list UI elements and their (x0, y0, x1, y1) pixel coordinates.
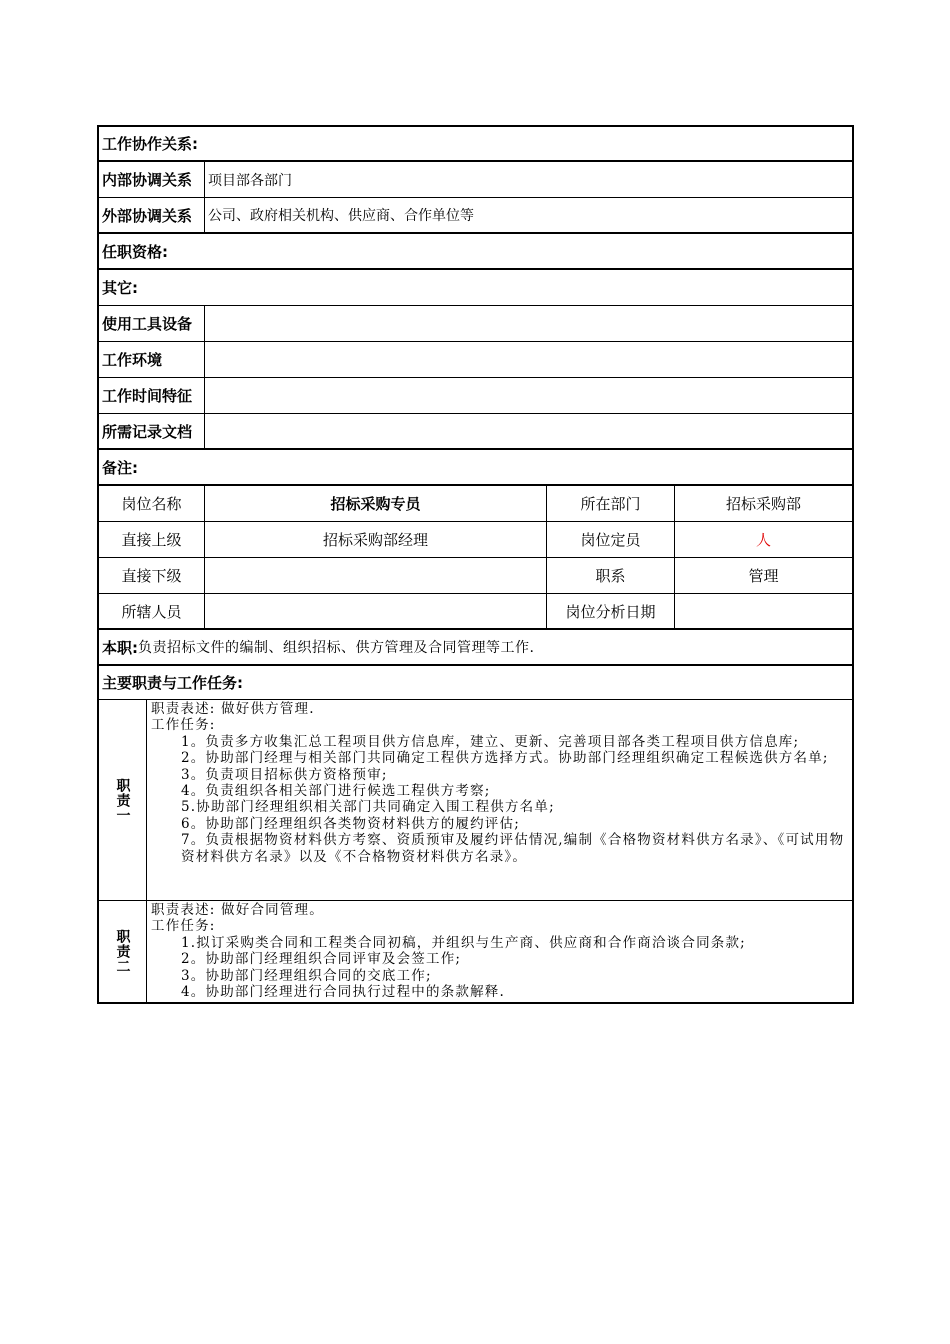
duty-1-task: 5.协助部门经理组织相关部门共同确定入围工程供方名单; (181, 799, 555, 816)
time-value (205, 378, 208, 413)
external-row (99, 198, 852, 234)
records-row (99, 414, 852, 450)
duty-1-task: 4。负责组织各相关部门进行候选工程供方考察; (181, 783, 491, 800)
main-duties-title-row (99, 666, 852, 700)
subordinate-label: 直接下级 (99, 558, 205, 593)
external-value: 公司、政府相关机构、供应商、合作单位等 (208, 208, 474, 224)
env-value (205, 342, 208, 377)
duty-1-label-cell (99, 700, 147, 900)
duty-1-task: 1。负责多方收集汇总工程项目供方信息库，建立、更新、完善项目部各类工程项目供方信息库; (181, 733, 800, 750)
duty-2-task: 3。协助部门经理组织合同的交底工作; (181, 967, 432, 984)
duty-block-2 (99, 901, 852, 1002)
env-label: 工作环境 (99, 342, 205, 377)
remarks-row (99, 450, 852, 486)
env-row (99, 342, 852, 378)
subordinate-value (205, 558, 547, 593)
quota-label: 岗位定员 (547, 522, 675, 557)
time-row (99, 378, 852, 414)
qualification-row (99, 234, 852, 270)
job-description-table (97, 125, 854, 1004)
records-label: 所需记录文档 (99, 414, 205, 448)
duty-1-task: 6。协助部门经理组织各类物资材料供方的履约评估; (181, 815, 520, 832)
staff-label: 所辖人员 (99, 594, 205, 628)
main-duties-title: 主要职责与工作任务: (102, 674, 243, 692)
qualification-heading: 任职资格: (102, 242, 168, 261)
duty-1-task: 3。负责项目招标供方资格预审; (181, 766, 388, 783)
rank-value: 管理 (748, 567, 779, 585)
cooperation-heading: 工作协作关系: (102, 135, 198, 153)
tools-row (99, 306, 852, 342)
position-row-4 (99, 594, 852, 630)
cooperation-row (99, 127, 852, 162)
duty-2-statement: 职责表述: 做好合同管理。 (151, 902, 324, 918)
duty-main-text: 负责招标文件的编制、组织招标、供方管理及合同管理等工作. (138, 640, 535, 656)
position-name-label: 岗位名称 (99, 486, 205, 521)
duty-2-task: 4。协助部门经理进行合同执行过程中的条款解释. (181, 984, 505, 1001)
superior-value: 招标采购部经理 (205, 522, 547, 557)
duty-block-1 (99, 700, 852, 901)
duty-1-task: 7。负责根据物资材料供方考察、资质预审及履约评估情况,编制《合格物资材料供方名录》、《可试用物资材料供方名录》以及《不合格物资材料供方名录》。 (181, 832, 845, 865)
quota-value: 人 (755, 531, 771, 549)
tools-label: 使用工具设备 (99, 306, 205, 341)
superior-label: 直接上级 (99, 522, 205, 557)
duty-2-task: 1.拟订采购类合同和工程类合同初稿，并组织与生产商、供应商和合作商洽谈合同条款; (181, 934, 746, 951)
duty-2-label-cell (99, 901, 147, 1002)
analysis-date-value (675, 594, 852, 628)
time-label: 工作时间特征 (99, 378, 205, 413)
analysis-date-label: 岗位分析日期 (547, 594, 675, 628)
internal-row (99, 162, 852, 198)
records-value (205, 414, 208, 448)
rank-label: 职系 (547, 558, 675, 593)
department-value: 招标采购部 (725, 495, 801, 513)
position-row-2 (99, 522, 852, 558)
duty-main-row (99, 630, 852, 666)
duty-1-content (147, 700, 852, 900)
internal-value: 项目部各部门 (208, 172, 292, 189)
staff-value (205, 594, 547, 628)
duty-main-label: 本职: (102, 638, 138, 657)
remarks-heading: 备注: (102, 458, 138, 477)
duty-2-label: 职责二 (114, 929, 131, 974)
duty-1-tasks-label: 工作任务: (151, 717, 216, 734)
position-row-3 (99, 558, 852, 594)
position-row-1 (99, 486, 852, 522)
duty-2-tasks-label: 工作任务: (151, 918, 216, 935)
department-label: 所在部门 (547, 486, 675, 521)
tools-value (205, 306, 208, 341)
position-name-value: 招标采购专员 (205, 486, 547, 521)
duty-2-content (147, 901, 852, 1002)
external-label: 外部协调关系 (99, 198, 205, 232)
duty-1-statement: 职责表述: 做好供方管理. (151, 701, 315, 717)
duty-1-task: 2。协助部门经理与相关部门共同确定工程供方选择方式。协助部门经理组织确定工程候选供方名单; (181, 750, 829, 767)
duty-main (99, 630, 534, 664)
other-row (99, 270, 852, 306)
duty-2-task: 2。协助部门经理组织合同评审及会签工作; (181, 951, 462, 968)
duty-1-label: 职责一 (114, 777, 131, 823)
internal-label: 内部协调关系 (99, 162, 205, 197)
other-heading: 其它: (102, 279, 138, 297)
